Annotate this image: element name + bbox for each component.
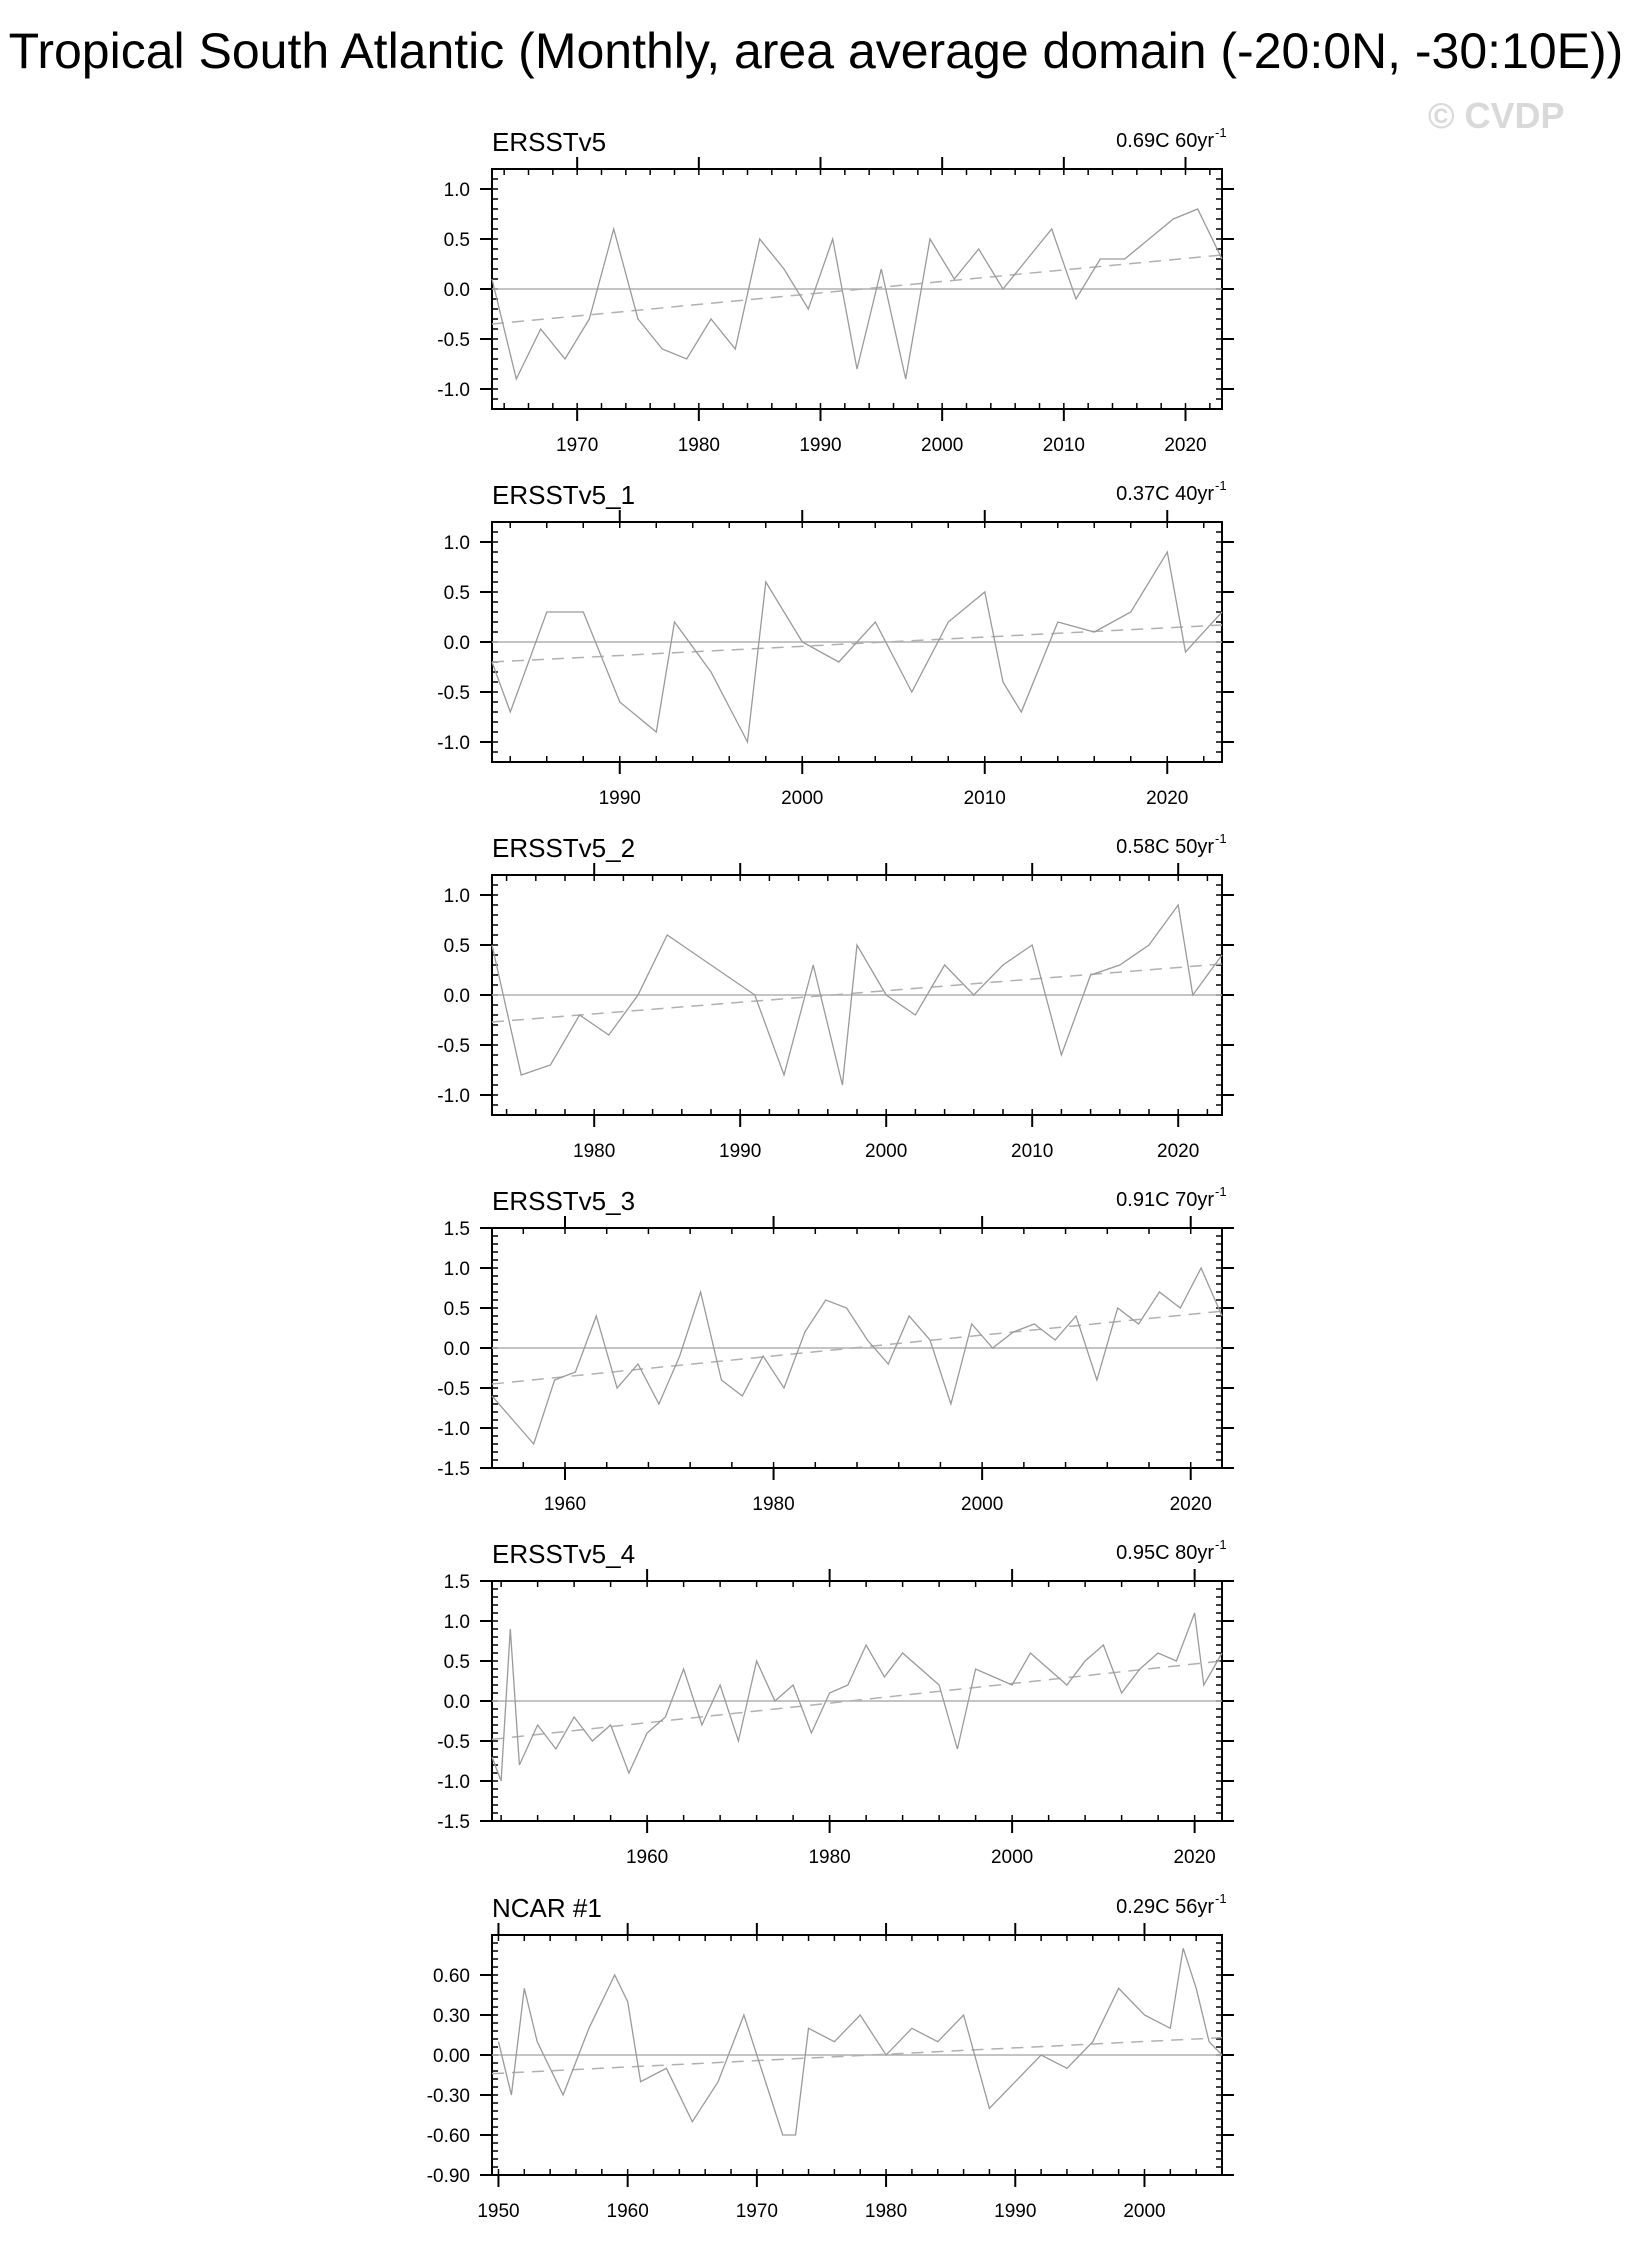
y-tick-label: -0.5 — [437, 1379, 470, 1400]
trend-text: 0.29C 56yr — [1116, 1896, 1214, 1918]
y-tick-label: 0.0 — [443, 986, 470, 1007]
x-tick-label: 2020 — [1173, 1847, 1216, 1868]
y-tick-label: 0.5 — [443, 1652, 470, 1673]
series-line — [492, 209, 1222, 379]
y-tick-label: 1.0 — [443, 886, 470, 907]
x-tick-label: 2000 — [1123, 2201, 1166, 2222]
series-line — [492, 1613, 1222, 1781]
cvdp-watermark: © CVDP — [1428, 95, 1565, 136]
x-tick-label: 2020 — [1157, 1141, 1200, 1162]
y-tick-label: -0.5 — [437, 1732, 470, 1753]
x-tick-label: 2010 — [1042, 435, 1085, 456]
trend-line — [492, 1661, 1222, 1739]
series-line — [492, 1268, 1222, 1444]
x-tick-label: 1990 — [719, 1141, 762, 1162]
trend-exponent: -1 — [1215, 1891, 1227, 1906]
y-tick-label: 0.5 — [443, 230, 470, 251]
y-tick-label: 1.0 — [443, 1612, 470, 1633]
x-tick-label: 2020 — [1169, 1494, 1212, 1515]
x-tick-label: 1970 — [735, 2201, 779, 2222]
y-tick-label: -1.5 — [437, 1459, 470, 1480]
panel-title: ERSSTv5 — [492, 127, 607, 157]
series-line — [492, 552, 1222, 742]
x-tick-label: 1980 — [677, 435, 720, 456]
figure-title: Tropical South Atlantic (Monthly, area average domain (-20:0N, -30:10E)) — [8, 23, 1624, 79]
y-tick-label: -0.30 — [426, 2086, 470, 2107]
x-tick-label: 1980 — [573, 1141, 616, 1162]
y-tick-label: 1.5 — [443, 1572, 470, 1593]
trend-text: 0.58C 50yr — [1116, 836, 1214, 858]
trend-text: 0.37C 40yr — [1116, 483, 1214, 505]
trend-exponent: -1 — [1215, 125, 1227, 140]
y-tick-label: -0.5 — [437, 1036, 470, 1057]
trend-exponent: -1 — [1215, 1537, 1227, 1552]
x-tick-label: 1960 — [543, 1494, 587, 1515]
x-tick-label: 2010 — [1011, 1141, 1054, 1162]
trend-text: 0.95C 80yr — [1116, 1542, 1214, 1564]
x-tick-label: 1970 — [556, 435, 599, 456]
x-tick-label: 2000 — [961, 1494, 1004, 1515]
x-tick-label: 1960 — [625, 1847, 669, 1868]
y-tick-label: 0.30 — [433, 2006, 470, 2027]
y-tick-label: 0.0 — [443, 280, 470, 301]
x-tick-label: 1960 — [606, 2201, 649, 2222]
y-tick-label: -1.0 — [437, 380, 470, 401]
y-tick-label: -0.90 — [426, 2166, 470, 2187]
x-tick-label: 2000 — [990, 1847, 1034, 1868]
panel-4 — [437, 1184, 1234, 1515]
x-tick-label: 2020 — [1164, 435, 1207, 456]
series-line — [499, 1948, 1223, 2135]
y-tick-label: 0.00 — [433, 2046, 470, 2067]
panel-title: NCAR #1 — [492, 1893, 602, 1923]
x-tick-label: 2000 — [781, 788, 824, 809]
panel-3 — [437, 831, 1234, 1162]
panel-5 — [437, 1537, 1234, 1868]
x-tick-label: 1980 — [752, 1494, 795, 1515]
y-tick-label: -1.0 — [437, 1772, 470, 1793]
x-tick-label: 2020 — [1146, 788, 1189, 809]
y-tick-label: 1.0 — [443, 533, 470, 554]
trend-text: 0.69C 60yr — [1116, 130, 1214, 152]
panel-2 — [437, 478, 1234, 809]
trend-line — [492, 964, 1222, 1022]
y-tick-label: 0.60 — [433, 1966, 470, 1987]
x-tick-label: 1990 — [799, 435, 842, 456]
panel-title: ERSSTv5_2 — [492, 833, 636, 863]
y-tick-label: 1.0 — [443, 180, 470, 201]
y-tick-label: -1.0 — [437, 733, 470, 754]
y-tick-label: 0.0 — [443, 633, 470, 654]
y-tick-label: 0.5 — [443, 583, 470, 604]
x-tick-label: 2010 — [963, 788, 1006, 809]
y-tick-label: 0.5 — [443, 936, 470, 957]
y-tick-label: -0.5 — [437, 683, 470, 704]
x-tick-label: 1990 — [598, 788, 641, 809]
y-tick-label: 0.0 — [443, 1692, 470, 1713]
y-tick-label: -1.0 — [437, 1086, 470, 1107]
y-tick-label: 1.5 — [443, 1219, 470, 1240]
panel-title: ERSSTv5_3 — [492, 1186, 636, 1216]
y-tick-label: -1.0 — [437, 1419, 470, 1440]
y-tick-label: -0.60 — [426, 2126, 470, 2147]
panel-title: ERSSTv5_1 — [492, 480, 636, 510]
x-tick-label: 2000 — [865, 1141, 908, 1162]
trend-exponent: -1 — [1215, 831, 1227, 846]
y-tick-label: 1.0 — [443, 1259, 470, 1280]
trend-exponent: -1 — [1215, 1184, 1227, 1199]
x-tick-label: 1990 — [994, 2201, 1037, 2222]
panel-1 — [437, 125, 1234, 456]
x-tick-label: 1980 — [808, 1847, 851, 1868]
panel-6 — [427, 1891, 1234, 2222]
trend-text: 0.91C 70yr — [1116, 1189, 1214, 1211]
x-tick-label: 1980 — [864, 2201, 908, 2222]
y-tick-label: -0.5 — [437, 330, 470, 351]
y-tick-label: 0.0 — [443, 1339, 470, 1360]
x-tick-label: 1950 — [477, 2201, 520, 2222]
y-tick-label: -1.5 — [437, 1812, 470, 1833]
x-tick-label: 2000 — [921, 435, 964, 456]
y-tick-label: 0.5 — [443, 1299, 470, 1320]
panel-title: ERSSTv5_4 — [492, 1539, 636, 1569]
trend-exponent: -1 — [1215, 478, 1227, 493]
